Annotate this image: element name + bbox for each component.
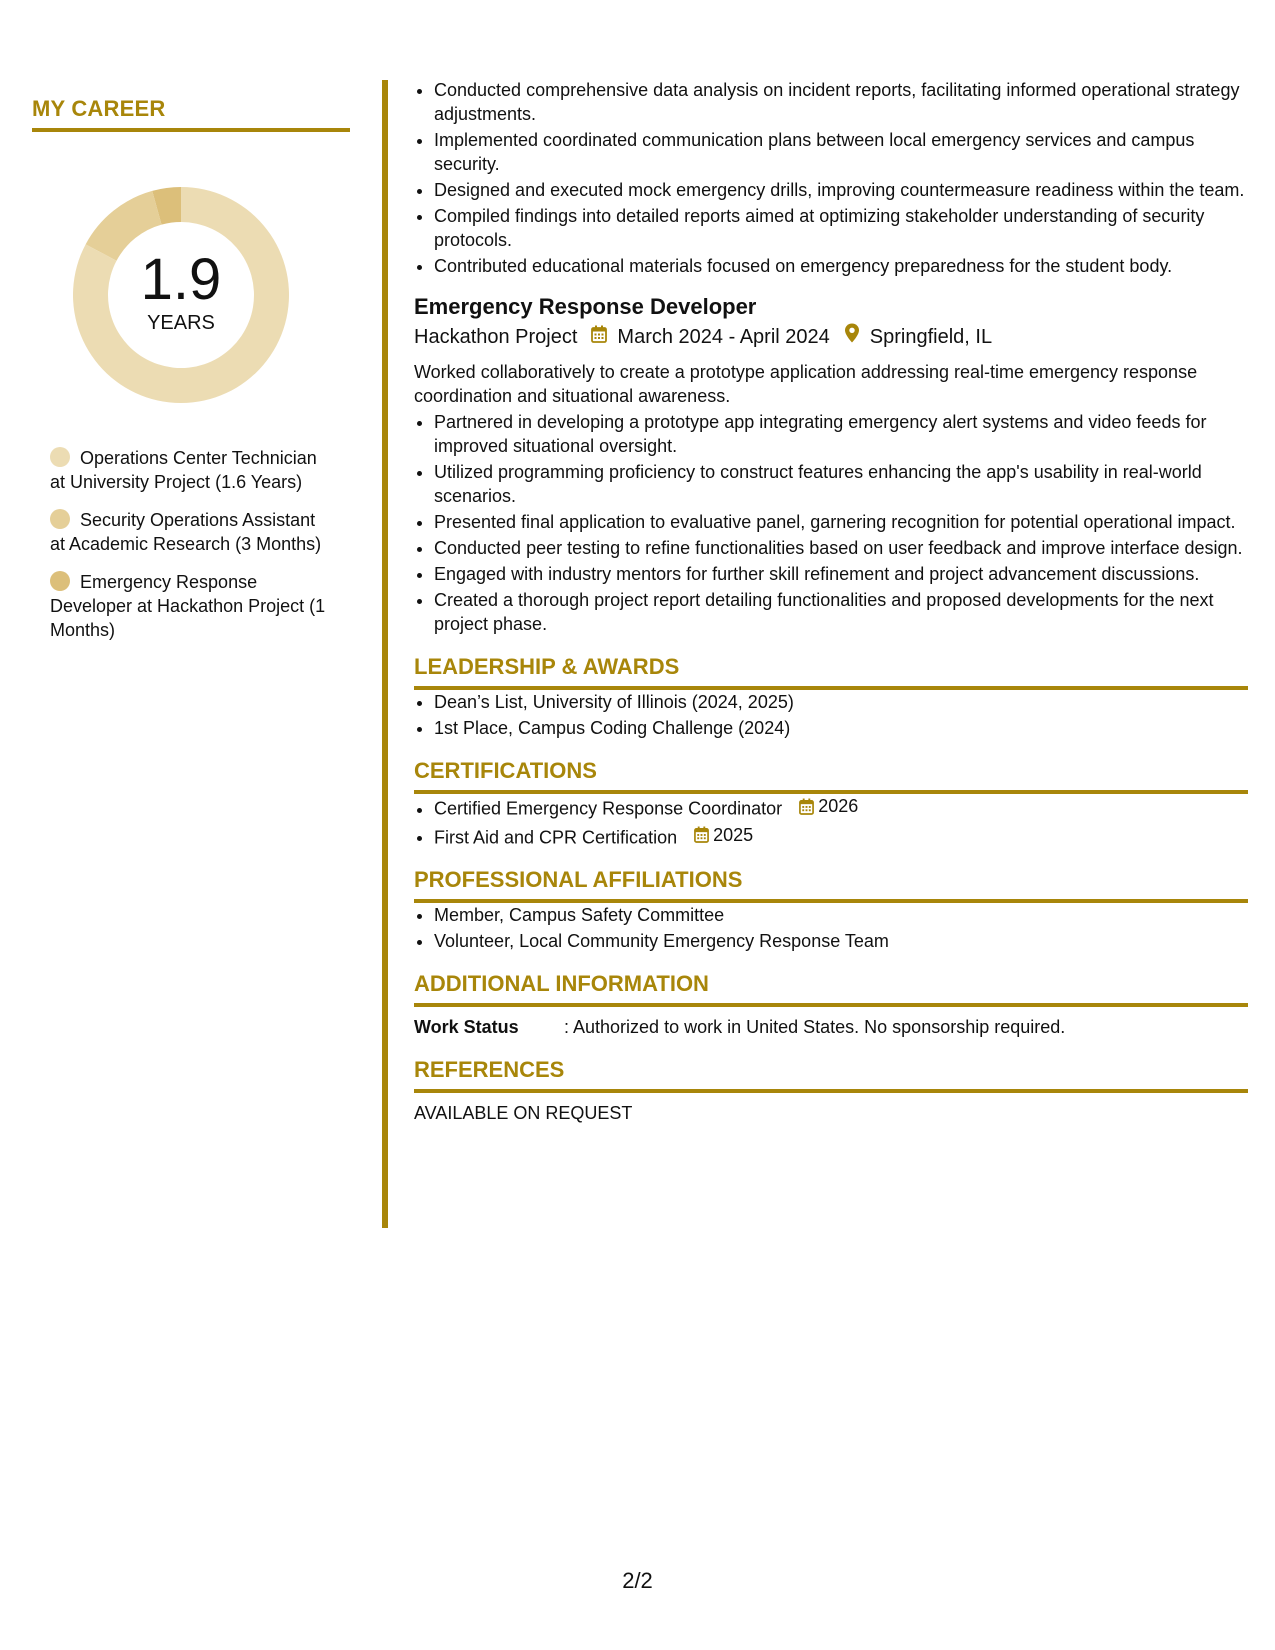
references-heading: REFERENCES	[414, 1055, 1248, 1093]
legend-dot	[50, 447, 70, 467]
job-dates: March 2024 - April 2024	[617, 326, 830, 348]
bullet-item: • Designed and executed mock emergency drills, improving countermeasure readiness within the team.	[434, 178, 1248, 202]
legend-item	[50, 446, 330, 494]
affiliations-list	[414, 903, 1248, 953]
total-years-value: 1.9	[140, 247, 222, 312]
certification-item	[434, 794, 1248, 821]
legend-item	[50, 508, 330, 556]
legend-dot	[50, 571, 70, 591]
leadership-list	[414, 690, 1248, 740]
career-donut-chart	[66, 180, 296, 410]
bullet-item: • Presented final application to evaluative panel, garnering recognition for potential operational impact.	[434, 510, 1248, 534]
total-years-unit: YEARS	[147, 312, 215, 334]
certification-name: Certified Emergency Response Coordinator	[434, 798, 783, 819]
references-text: AVAILABLE ON REQUEST	[414, 1103, 633, 1123]
main-content	[414, 78, 1248, 1125]
work-status-row	[414, 1015, 1248, 1039]
prior-job-bullets	[414, 78, 1248, 278]
bullet-item: • Created a thorough project report detailing functionalities and proposed developments for the next project phase.	[434, 588, 1248, 636]
job-org: Hackathon Project	[414, 326, 578, 348]
legend-label: Security Operations Assistant at Academic Research	[50, 510, 316, 554]
calendar-icon	[694, 826, 709, 843]
legend-duration: (1 Months)	[50, 596, 326, 640]
bullet-item: • Conducted peer testing to refine functionalities based on user feedback and improve interface design.	[434, 536, 1248, 560]
map-pin-icon	[844, 322, 860, 352]
legend-item	[50, 570, 330, 642]
page-number: 2/2	[622, 1568, 653, 1593]
certification-year: 2026	[818, 796, 859, 816]
certifications-list	[414, 794, 1248, 849]
leadership-heading: LEADERSHIP & AWARDS	[414, 652, 1248, 690]
leadership-item: • Dean’s List, University of Illinois (2024, 2025)	[434, 690, 1248, 714]
job-meta	[414, 322, 1248, 352]
certification-year: 2025	[713, 824, 754, 845]
certification-date	[799, 794, 858, 818]
job-location: Springfield, IL	[869, 326, 993, 348]
bullet-item: • Implemented coordinated communication plans between local emergency services and campus security.	[434, 128, 1248, 176]
job-title: Emergency Response Developer	[414, 294, 757, 319]
job-bullets	[414, 410, 1248, 636]
column-divider	[382, 80, 388, 1228]
certification-name: First Aid and CPR Certification	[434, 827, 678, 847]
affiliations-heading: PROFESSIONAL AFFILIATIONS	[414, 865, 1248, 903]
career-legend	[50, 446, 330, 642]
bullet-item: • Contributed educational materials focused on emergency preparedness for the student body.	[434, 254, 1248, 278]
work-status-label: Work Status	[414, 1017, 519, 1037]
certifications-heading: CERTIFICATIONS	[414, 756, 1248, 794]
bullet-item: • Engaged with industry mentors for further skill refinement and project advancement discussions.	[434, 562, 1248, 586]
bullet-item: • Compiled findings into detailed reports aimed at optimizing stakeholder understanding of security protocols.	[434, 204, 1248, 252]
affiliation-item: • Member, Campus Safety Committee	[434, 903, 1248, 927]
legend-duration: (3 Months)	[235, 534, 322, 554]
affiliation-item: • Volunteer, Local Community Emergency Response Team	[434, 929, 1248, 953]
job-description: Worked collaboratively to create a prototype application addressing real-time emergency response coordination and situational awareness.	[414, 362, 1198, 406]
work-status-value: : Authorized to work in United States. No sponsorship required.	[564, 1017, 1066, 1037]
certification-date	[694, 823, 753, 847]
calendar-icon	[591, 322, 607, 352]
leadership-item: • 1st Place, Campus Coding Challenge (2024)	[434, 716, 1248, 740]
bullet-item: • Conducted comprehensive data analysis on incident reports, facilitating informed operational strategy adjustments.	[434, 78, 1248, 126]
career-sidebar	[32, 96, 352, 656]
calendar-icon	[799, 798, 814, 815]
donut-center	[66, 180, 296, 410]
legend-label: Emergency Response Developer at Hackathon Project	[50, 572, 305, 616]
legend-dot	[50, 509, 70, 529]
bullet-item: • Utilized programming proficiency to construct features enhancing the app's usability in real-world scenarios.	[434, 460, 1248, 508]
legend-label: Operations Center Technician at University Project	[50, 448, 317, 492]
bullet-item: • Partnered in developing a prototype app integrating emergency alert systems and video feeds for improved situational oversight.	[434, 410, 1248, 458]
certification-item	[434, 823, 1248, 850]
legend-duration: (1.6 Years)	[215, 472, 303, 492]
additional-info-heading: ADDITIONAL INFORMATION	[414, 969, 1248, 1007]
career-title: MY CAREER	[32, 96, 350, 132]
